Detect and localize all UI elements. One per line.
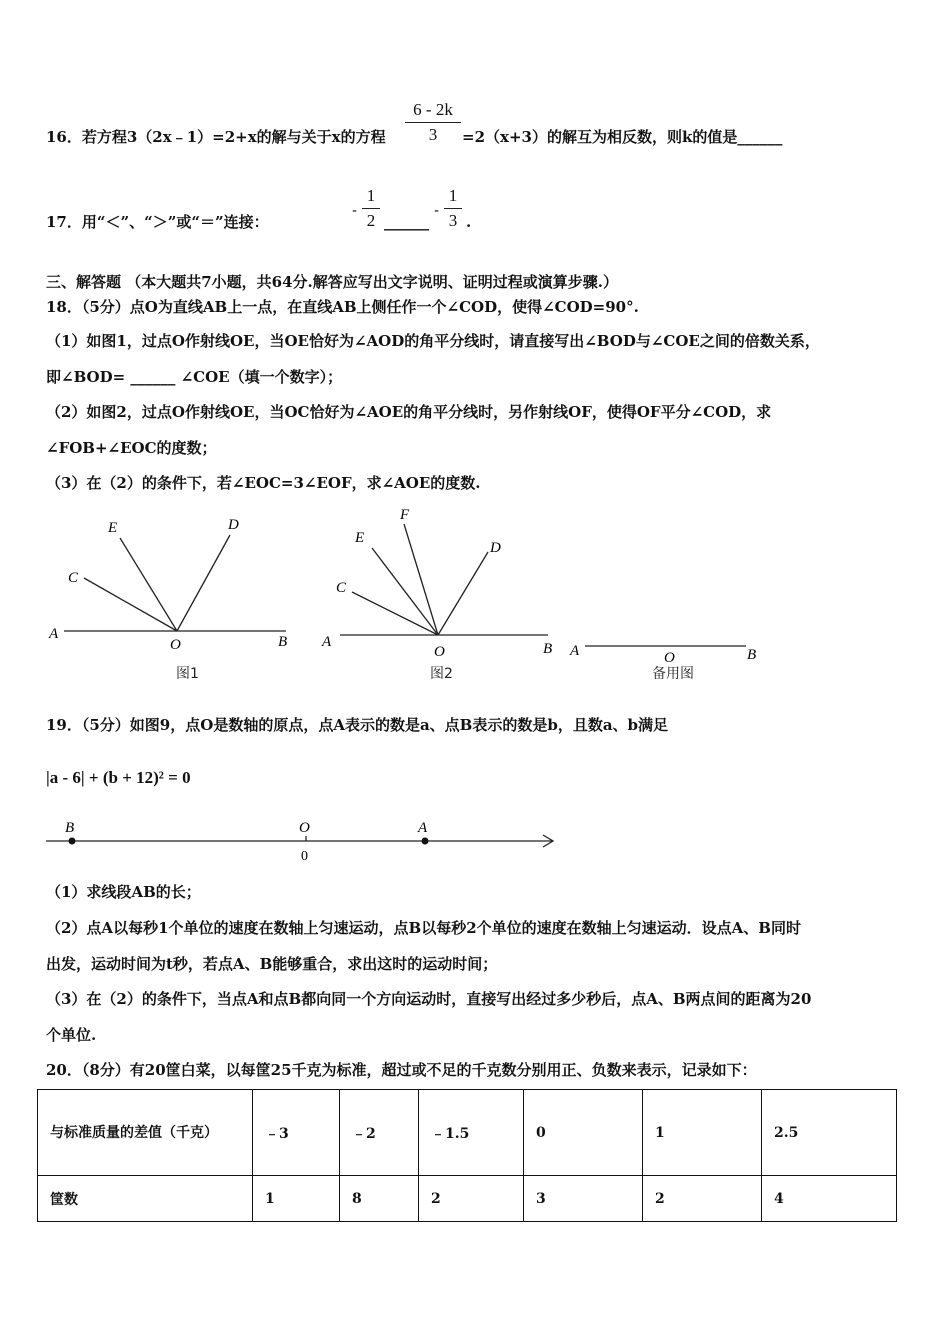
fig1-label-o: O (170, 637, 181, 653)
q17-f2-den: 3 (448, 211, 458, 230)
table-row-diffs (38, 1090, 897, 1176)
q16-frac-num: 6 - 2k (413, 100, 453, 119)
table-cell-diff: ﹣1.5 (419, 1090, 524, 1176)
q17-fraction-2 (444, 186, 462, 231)
table-cell-diff: ﹣3 (253, 1090, 340, 1176)
table-cell-diff: 2.5 (762, 1090, 897, 1176)
fig1-caption: 图1 (176, 666, 199, 682)
q16-frac-den: 3 (428, 125, 438, 144)
q16-fraction (405, 100, 461, 145)
fig2-label-c: C (336, 580, 347, 596)
q18-part2b: ∠FOB+∠EOC的度数； (46, 439, 217, 457)
q19-part1: （1）求线段AB的长； (46, 883, 201, 901)
point-a-dot (422, 838, 429, 845)
table-cell-count: 4 (762, 1176, 897, 1222)
section-3-heading: 三、解答题 （本大题共7小题，共64分.解答应写出文字说明、证明过程或演算步骤.） (46, 273, 618, 291)
q16-line (46, 127, 386, 147)
q19-formula: |a - 6| + (b + 12)² = 0 (46, 768, 191, 787)
q17-fraction-1 (362, 186, 380, 231)
fig3-label-a: A (570, 643, 580, 659)
fig2-label-d: D (490, 540, 501, 556)
table-cell-count: 1 (253, 1176, 340, 1222)
q19-intro: 19．（5分）如图9，点O是数轴的原点，点A表示的数是a、点B表示的数是b，且数a、b满足 (46, 716, 669, 734)
q17-minus-1: - (352, 201, 358, 219)
table-header-diff: 与标准质量的差值（千克） (38, 1090, 253, 1176)
fig1-label-a: A (49, 626, 59, 642)
q18-figures (0, 500, 950, 690)
fig2-label-f: F (400, 507, 410, 523)
table-cell-diff: 1 (643, 1090, 762, 1176)
figure-1 (48, 517, 287, 653)
q17-end: . (466, 213, 472, 231)
q18-part1b: 即∠BOD= ______ ∠COE（填一个数字）； (46, 368, 343, 386)
q17-answer-blank[interactable]: ______ (384, 213, 429, 231)
q16-text-a: 16．若方程3（2x﹣1）=2+x的解与关于x的方程 (46, 128, 386, 146)
table-header-count: 筐数 (38, 1176, 253, 1222)
q17-text-a: 17．用“＜”、“＞”或“＝”连接： (46, 213, 269, 231)
fig1-label-d: D (228, 517, 239, 533)
q16-answer-blank[interactable]: ______ (737, 128, 783, 146)
q17-line (46, 212, 269, 232)
q18-intro: 18．（5分）点O为直线AB上一点，在直线AB上侧任作一个∠COD，使得∠COD=90°. (46, 298, 639, 316)
table-row-counts (38, 1176, 897, 1222)
figure-2 (321, 507, 552, 660)
q20-intro: 20．（8分）有20筐白菜，以每筐25千克为标准，超过或不足的千克数分别用正、负数来表示，记录如下： (46, 1061, 757, 1079)
point-b-dot (69, 838, 76, 845)
fig2-label-o: O (434, 644, 445, 660)
q17-minus-2: - (434, 201, 440, 219)
q17-f1-num: 1 (366, 186, 376, 205)
table-cell-diff: ﹣2 (340, 1090, 419, 1176)
fig1-label-c: C (68, 570, 79, 586)
fig2-caption: 图2 (430, 666, 453, 682)
table-cell-count: 2 (419, 1176, 524, 1222)
axis-label-a: A (418, 820, 428, 836)
q19-part2a: （2）点A以每秒1个单位的速度在数轴上匀速运动，点B以每秒2个单位的速度在数轴上匀速运动．设点A、B同时 (46, 919, 801, 937)
q18-part2a: （2）如图2，过点O作射线OE，当OC恰好为∠AOE的角平分线时，另作射线OF，使得OF平分∠COD，求 (46, 403, 772, 421)
q16-line-b (462, 127, 782, 147)
q19-part3a: （3）在（2）的条件下，当点A和点B都向同一个方向运动时，直接写出经过多少秒后，点A、B两点间的距离为20 (46, 990, 812, 1008)
fig3-label-o: O (664, 650, 675, 666)
q19-part2b: 出发，运动时间为t秒，若点A、B能够重合，求出这时的运动时间； (46, 955, 498, 973)
q16-text-b: =2（x+3）的解互为相反数，则k的值是 (462, 128, 738, 146)
table-cell-count: 8 (340, 1176, 419, 1222)
fig1-label-b: B (278, 634, 288, 650)
table-cell-diff: 0 (524, 1090, 643, 1176)
q17-f1-den: 2 (366, 211, 376, 230)
fig3-label-b: B (747, 647, 757, 663)
axis-label-b: B (65, 820, 75, 836)
q20-table (37, 1089, 897, 1222)
fig1-label-e: E (108, 520, 118, 536)
fig2-label-e: E (355, 530, 365, 546)
q18-part1a: （1）如图1，过点O作射线OE，当OE恰好为∠AOD的角平分线时，请直接写出∠BOD与∠COE之间的倍数关系， (46, 332, 820, 350)
axis-label-zero: 0 (301, 849, 308, 864)
q17-f2-num: 1 (448, 186, 458, 205)
table-cell-count: 3 (524, 1176, 643, 1222)
fig3-caption: 备用图 (652, 666, 694, 682)
q19-number-line (0, 810, 950, 870)
table-cell-count: 2 (643, 1176, 762, 1222)
axis-label-o: O (299, 820, 310, 836)
fig2-label-a: A (322, 634, 332, 650)
q18-part3: （3）在（2）的条件下，若∠EOC=3∠EOF，求∠AOE的度数. (46, 474, 481, 492)
q19-part3b: 个单位. (46, 1026, 97, 1044)
fig2-label-b: B (543, 641, 553, 657)
